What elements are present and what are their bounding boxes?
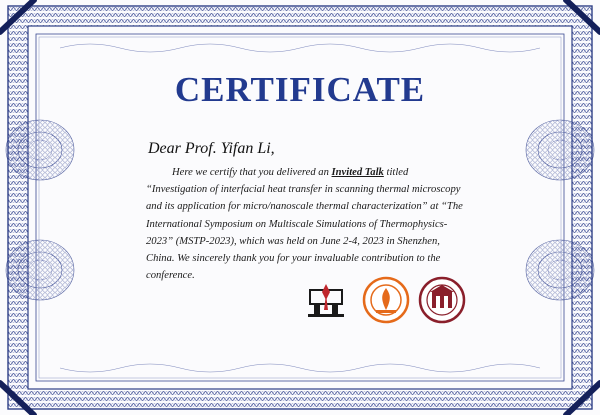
body-text-part1: Here we certify that you delivered an (172, 167, 329, 178)
body-text-part2: titled “Investigation of interfacial heat transfer in scanning thermal microscopy and its application for micro/nanoscale thermal characterization” at “The International Symposium on Multiscale Simulations of Thermophysics-2023” (MSTP-2023), which was held on June 2-4, 2023 in Shenzhen, China. We sincerely thank you for your invaluable contribution to the conference. (146, 167, 463, 282)
university-seal-orange-icon (362, 276, 410, 324)
salutation: Dear Prof. Yifan Li, (148, 140, 275, 157)
certificate-body (146, 164, 468, 284)
certificate-title: CERTIFICATE (174, 70, 426, 109)
university-seal-maroon-icon (418, 276, 466, 324)
talk-type: Invited Talk (331, 167, 384, 178)
symposium-emblem-icon (306, 280, 346, 320)
